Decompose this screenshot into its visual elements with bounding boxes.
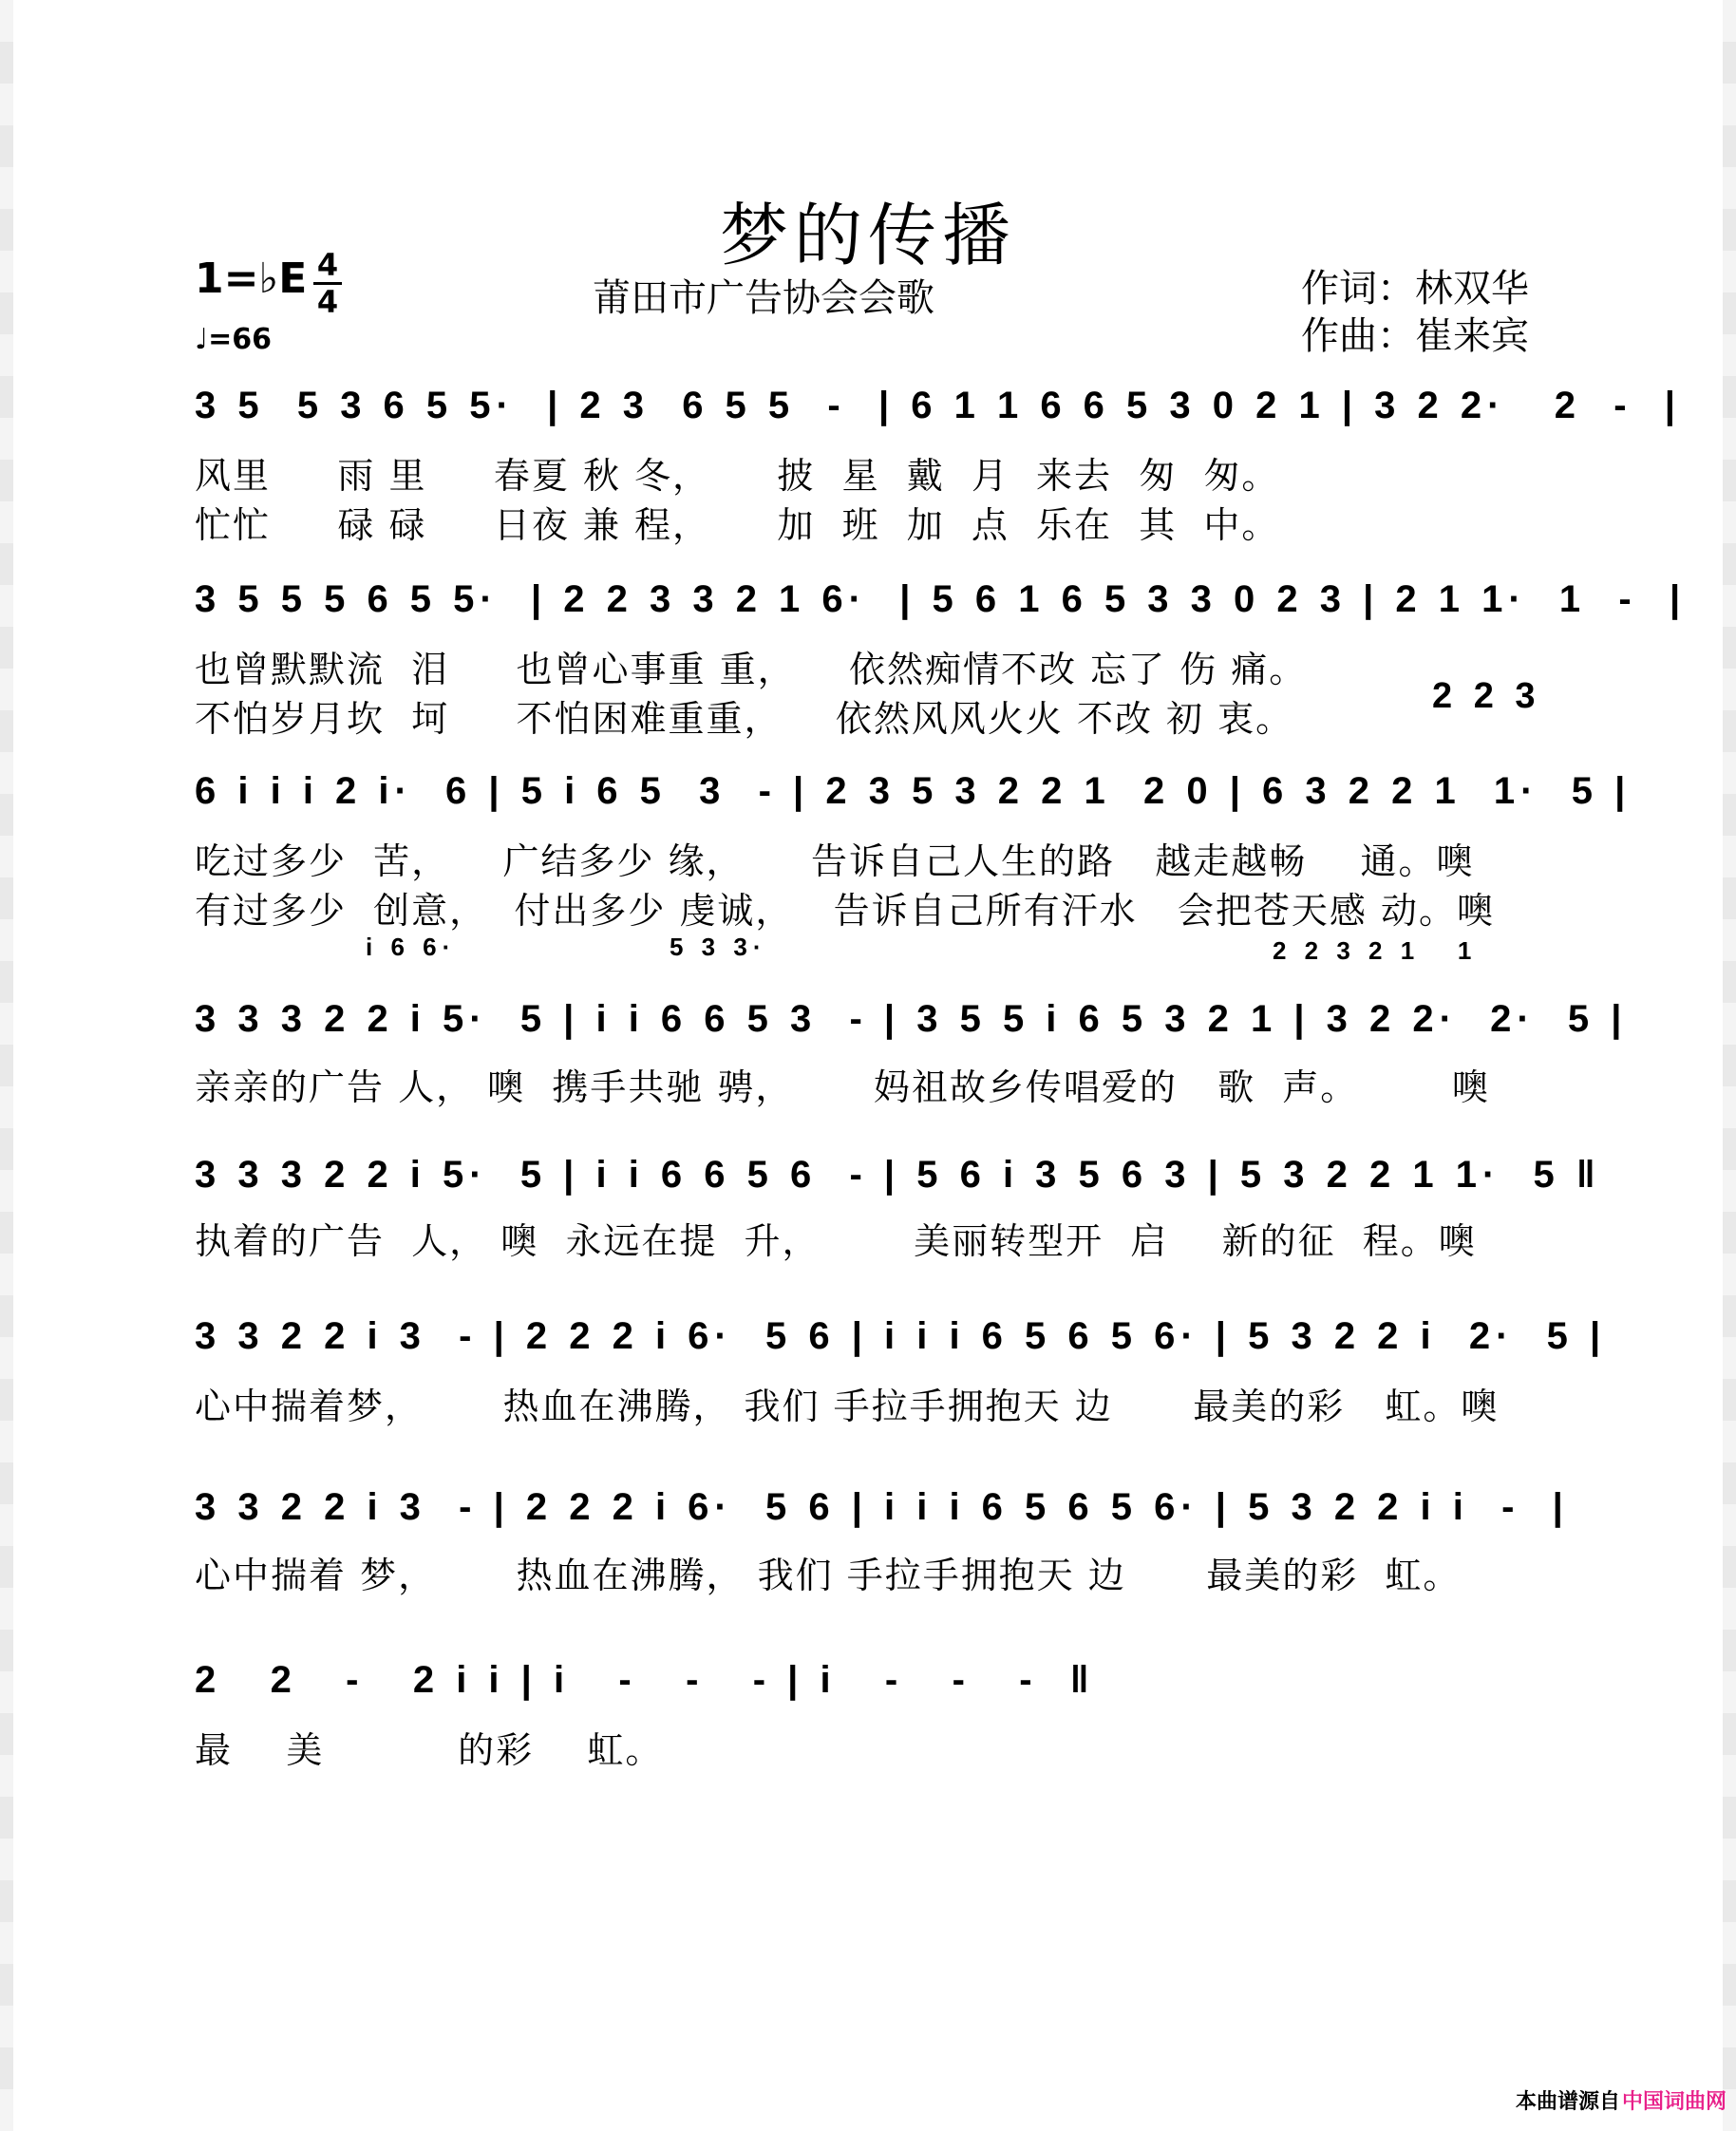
lyric-line-3-verse-2: 有过多少 创意， 付出多少 虔诚， 告诉自己所有汗水 会把苍天感 动。噢 bbox=[195, 890, 1495, 932]
lyricist-credit: 作词：林双华 bbox=[1301, 267, 1529, 311]
lyric-line-1-verse-2: 忙忙 碌 碌 日夜 兼 程， 加 班 加 点 乐在 其 中。 bbox=[195, 504, 1280, 546]
lyric-line-1-verse-1: 风里 雨 里 春夏 秋 冬， 披 星 戴 月 来去 匆 匆。 bbox=[195, 455, 1280, 497]
footer-site-link[interactable]: 中国词曲网 bbox=[1622, 2090, 1727, 2114]
lyric-line-4: 亲亲的广告 人， 噢 携手共驰 骋， 妈祖故乡传唱爱的 歌 声。 噢 bbox=[195, 1066, 1490, 1108]
notation-line-3: 6 i i i 2 i· 6 | 5 i 6 5 3 - | 2 3 5 3 2 2 1 2 0 | 6 3 2 2 1 1· 5 | bbox=[195, 770, 1632, 812]
composer-credit: 作曲：崔来宾 bbox=[1301, 314, 1529, 358]
alt-notes-3: 2 2 3 2 1 1 bbox=[1273, 936, 1478, 965]
notation-line-8: 2 2 - 2 i i | i - - - | i - - - ‖ bbox=[195, 1659, 1095, 1701]
notation-line-5: 3 3 3 2 2 i 5· 5 | i i 6 6 5 6 - | 5 6 i 3 5 6 3 | 5 3 2 2 1 1· 5 ‖ bbox=[195, 1154, 1601, 1196]
song-title: 梦的传播 bbox=[719, 196, 1016, 275]
notation-line-1: 3 5 5 3 6 5 5· | 2 3 6 5 5 - | 6 1 1 6 6 5 3 0 2 1 | 3 2 2· 2 - | bbox=[195, 385, 1681, 426]
time-signature bbox=[313, 249, 342, 318]
alt-notes-2: 5 3 3· bbox=[670, 933, 767, 961]
notation-line-4: 3 3 3 2 2 i 5· 5 | i i 6 6 5 3 - | 3 5 5 i 6 5 3 2 1 | 3 2 2· 2· 5 | bbox=[195, 998, 1628, 1040]
notation-line-2: 3 5 5 5 6 5 5· | 2 2 3 3 2 1 6· | 5 6 1 6 5 3 3 0 2 3 | 2 1 1· 1 - | bbox=[195, 578, 1687, 620]
lyric-line-7: 心中揣着 梦， 热血在沸腾， 我们 手拉手拥抱天 边 最美的彩 虹。 bbox=[195, 1555, 1462, 1596]
footer-source-label: 本曲谱源自 bbox=[1516, 2090, 1621, 2114]
lyric-line-5: 执着的广告 人， 噢 永远在提 升， 美丽转型开 启 新的征 程。噢 bbox=[195, 1220, 1477, 1262]
notation-line-6: 3 3 2 2 i 3 - | 2 2 2 i 6· 5 6 | i i i 6 5 6 5 6· | 5 3 2 2 i 2· 5 | bbox=[195, 1315, 1607, 1357]
lyric-line-2-verse-1: 也曾默默流 泪 也曾心事重 重， 依然痴情不改 忘了 伤 痛。 bbox=[195, 649, 1308, 690]
lyric-line-6: 心中揣着梦， 热血在沸腾， 我们 手拉手拥抱天 边 最美的彩 虹。噢 bbox=[195, 1386, 1500, 1427]
meter-bottom: 4 bbox=[316, 284, 339, 320]
key-signature: 1=♭E bbox=[195, 255, 308, 303]
notation-line-7: 3 3 2 2 i 3 - | 2 2 2 i 6· 5 6 | i i i 6 5 6 5 6· | 5 3 2 2 i i - | bbox=[195, 1486, 1569, 1528]
meter-top: 4 bbox=[316, 247, 339, 283]
lyric-line-8: 最 美 的彩 虹。 bbox=[195, 1729, 664, 1771]
tempo-mark: ♩=66 bbox=[195, 323, 273, 356]
pickup-notes: 2 2 3 bbox=[1432, 676, 1541, 716]
lyric-line-3-verse-1: 吃过多少 苦， 广结多少 缘， 告诉自己人生的路 越走越畅 通。噢 bbox=[195, 840, 1475, 882]
lyric-line-2-verse-2: 不怕岁月坎 坷 不怕困难重重， 依然风风火火 不改 初 衷。 bbox=[195, 698, 1294, 740]
alt-notes-1: i 6 6· bbox=[366, 933, 457, 961]
song-subtitle: 莆田市广告协会会歌 bbox=[593, 276, 934, 320]
